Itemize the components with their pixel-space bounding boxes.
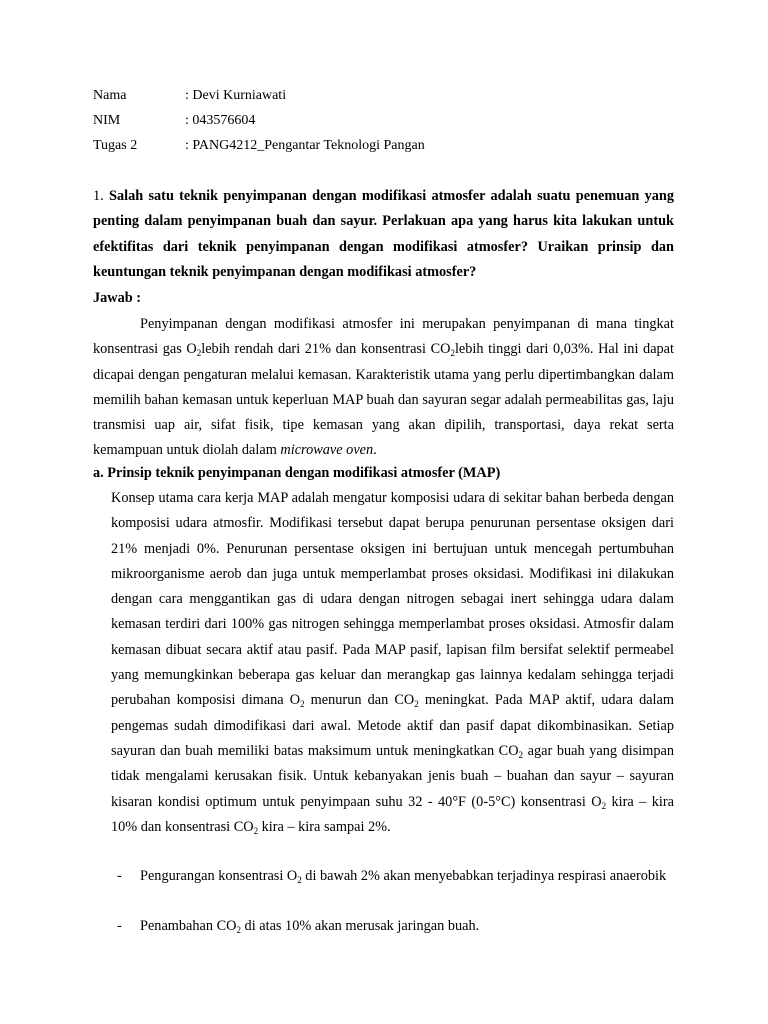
subscript: 2: [518, 749, 524, 760]
section-text: kira – kira 10% dan konsentrasi CO: [111, 793, 674, 835]
bullet-dash: -: [117, 918, 122, 934]
intro-text: lebih rendah dari 21% dan konsentrasi CO: [201, 341, 451, 358]
intro-text: lebih tinggi dari 0,03%. Hal ini dapat dicapai dengan pengaturan melalui kemasan. Karakteristik utama yang perlu dipertimbangkan dalam memilih bahan kemasan untuk keperluan MAP buah dan sayuran segar adalah permeabilitas gas, laju transmisi uap air, sifat fisik, tipe kemasan yang akan dipilih, transportasi, daya rekat serta kemampuan untuk diolah dalam: [93, 341, 675, 459]
section-text: agar buah yang disimpan tidak mengalami kerusakan fisik. Untuk kebanyakan jenis buah – buahan dan sayur – sayuran kisaran kondisi optimum untuk penyimpaan suhu 32 - 40°F (0-5°C) konsentrasi O: [111, 742, 674, 810]
info-label: NIM: [93, 113, 121, 128]
info-row-tugas: [93, 136, 425, 156]
question-block: [93, 184, 674, 285]
section-text: kira – kira sampai 2%.: [258, 818, 391, 835]
bullet-text-part: Penambahan CO: [140, 918, 237, 934]
subscript: 2: [601, 800, 607, 811]
subscript: 2: [297, 875, 302, 885]
section-text: menurun dan CO: [304, 692, 415, 709]
info-value: : PANG4212_Pengantar Teknologi Pangan: [185, 138, 425, 153]
bullet-text-part: di atas 10% akan merusak jaringan buah.: [240, 918, 480, 934]
info-value: : 043576604: [185, 113, 256, 128]
question-text: Salah satu teknik penyimpanan dengan modifikasi atmosfer adalah suatu penemuan yang penting dalam penyimpanan buah dan sayur. Perlakuan apa yang harus kita lakukan untuk efektifitas dari teknik penyimpanan dengan modifikasi atmosfer? Uraikan prinsip dan keuntungan teknik penyimpanan dengan modifikasi atmosfer?: [93, 188, 674, 280]
answer-label: Jawab :: [93, 290, 142, 306]
subscript: 2: [236, 925, 241, 935]
section-a-heading: a. Prinsip teknik penyimpanan dengan modifikasi atmosfer (MAP): [93, 465, 501, 481]
info-label: Tugas 2: [93, 138, 138, 153]
info-value: : Devi Kurniawati: [185, 88, 287, 103]
section-text: meningkat. Pada MAP aktif, udara dalam pengemas sudah dimodifikasi dari awal. Metode aktif dan pasif dapat dikombinasikan. Setiap sayuran dan buah memiliki batas maksimum untuk meningkatkan CO: [111, 692, 674, 759]
subscript: 2: [196, 348, 202, 359]
subscript: 2: [253, 825, 259, 836]
subscript: 2: [450, 348, 455, 359]
question-number: 1.: [93, 188, 104, 204]
info-label: Nama: [93, 88, 127, 103]
bullet-text-part: di bawah 2% akan menyebabkan terjadinya respirasi anaerobik: [301, 868, 667, 884]
section-a-paragraph: [111, 486, 674, 840]
subscript: 2: [300, 699, 305, 710]
intro-text: Penyimpanan dengan modifikasi atmosfer ini merupakan penyimpanan di mana tingkat konsentrasi gas O: [93, 316, 674, 358]
bullet-item: [111, 864, 674, 889]
intro-text: .: [373, 442, 377, 459]
bullet-dash: -: [117, 868, 122, 884]
section-text: Konsep utama cara kerja MAP adalah mengatur komposisi udara di sekitar bahan berbeda dengan komposisi udara atmosfir. Modifikasi tersebut dapat berupa penurunan persentase oksigen dari 21% menjadi 0%. Penurunan persentase oksigen ini bertujuan untuk mencegah pertumbuhan mikroorganisme aerob dan juga untuk memperlambat proses oksidasi. Modifikasi ini dilakukan dengan cara menggantikan gas di udara dengan nitrogen sebagai inert sehingga udara dalam kemasan terdiri dari 100% gas nitrogen sehingga memperlambat proses oksidasi. Atmosfir dalam kemasan dibuat secara aktif atau pasif. Pada MAP pasif, lapisan film bersifat selektif permeabel yang memungkinkan beberapa gas keluar dan merangkap gas lainnya kedalam sehingga terjadi perubahan komposisi dimana O: [111, 490, 674, 709]
subscript: 2: [414, 699, 419, 710]
info-row-nama: [93, 86, 286, 106]
bullet-text-part: Pengurangan konsentrasi O: [140, 868, 298, 884]
info-row-nim: [93, 111, 255, 131]
intro-paragraph: [93, 312, 674, 464]
intro-italic-text: microwave oven: [280, 442, 374, 459]
bullet-text: [140, 914, 674, 939]
bullet-text: [140, 864, 674, 889]
bullet-item: [111, 914, 674, 939]
